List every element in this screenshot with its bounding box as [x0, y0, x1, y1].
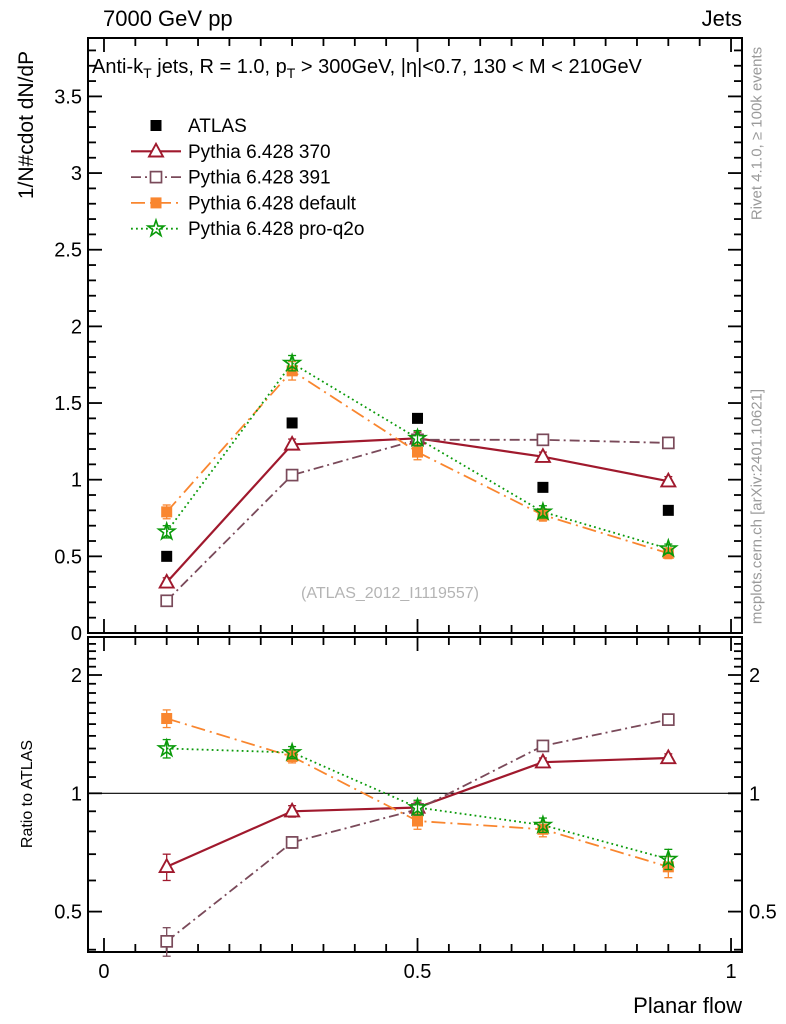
- x-tick-label: 0: [98, 961, 110, 983]
- svg-text:0.5: 0.5: [749, 901, 777, 924]
- legend-label: Pythia 6.428 370: [188, 141, 331, 163]
- svg-text:2: 2: [70, 665, 82, 688]
- y-tick-label: [71, 316, 82, 338]
- svg-text:2.5: 2.5: [54, 239, 82, 262]
- svg-text:2: 2: [70, 316, 82, 339]
- x-axis-label: Planar flow: [633, 993, 742, 1018]
- legend-label: Pythia 6.428 391: [188, 167, 331, 189]
- series-line: [167, 720, 669, 942]
- y-tick-label: [71, 470, 82, 492]
- y-tick-label: [54, 902, 777, 924]
- svg-text:2: 2: [749, 665, 761, 688]
- plot-title-part: > 300GeV, |η|<0.7, 130 < M < 210GeV: [295, 56, 642, 78]
- svg-text:3.5: 3.5: [54, 86, 82, 109]
- plot-title-part: Anti-k: [92, 56, 144, 78]
- svg-text:1: 1: [70, 783, 82, 806]
- legend-item-pythia-6-428-391: [131, 168, 331, 189]
- svg-text:1: 1: [70, 469, 82, 492]
- analysis-group-label: Jets: [701, 6, 742, 31]
- svg-text:0.5: 0.5: [54, 901, 82, 924]
- plot-title-part: jets, R = 1.0, p: [151, 56, 287, 78]
- legend-item-pythia-6-428-pro-q2o: [131, 219, 364, 240]
- legend-label: Pythia 6.428 pro-q2o: [188, 219, 365, 241]
- svg-text:3: 3: [70, 163, 82, 186]
- svg-text:0.5: 0.5: [54, 546, 82, 569]
- ratio-panel: [54, 637, 777, 983]
- series-line: [167, 440, 669, 601]
- plot-title-part: T: [286, 65, 296, 81]
- series-points-pythia-6-428-pro-q2o: [159, 740, 677, 870]
- svg-text:0: 0: [70, 623, 82, 645]
- svg-text:1: 1: [749, 783, 761, 806]
- y-tick-label: [71, 163, 82, 185]
- plot-title: [92, 56, 642, 81]
- legend-item-pythia-6-428-370: [131, 142, 331, 163]
- x-tick-label: 1: [725, 961, 737, 983]
- rivet-version-note: Rivet 4.1.0, ≥ 100k events: [748, 46, 766, 221]
- axis-ticks: [88, 637, 742, 952]
- y-tick-label: [54, 393, 82, 415]
- y-tick-label: [71, 623, 82, 645]
- y-axis-label-top-panel: 1/N#cdot dN/dP: [15, 50, 38, 200]
- legend-label: Pythia 6.428 default: [188, 193, 356, 215]
- svg-text:1.5: 1.5: [54, 393, 82, 416]
- y-tick-label: [54, 546, 82, 568]
- legend-label: ATLAS: [188, 116, 247, 137]
- beam-energy-label: 7000 GeV pp: [103, 6, 233, 31]
- distribution-panel: [54, 38, 742, 645]
- analysis-id-watermark: (ATLAS_2012_I1119557): [301, 585, 479, 602]
- mcplots-arxiv-note: mcplots.cern.ch [arXiv:2401.10621]: [748, 388, 766, 625]
- x-tick-label: 0.5: [403, 961, 432, 983]
- y-axis-label-ratio-panel: Ratio to ATLAS: [19, 739, 36, 849]
- plot-title-part: T: [143, 65, 152, 81]
- legend-item-atlas: [151, 116, 247, 137]
- legend-item-pythia-6-428-default: [131, 193, 357, 214]
- legend: [131, 116, 364, 240]
- axis-ticks: [88, 38, 742, 633]
- y-tick-label: [54, 240, 82, 262]
- series-line: [167, 719, 669, 867]
- y-tick-label: [54, 86, 82, 108]
- y-tick-label: [71, 665, 760, 687]
